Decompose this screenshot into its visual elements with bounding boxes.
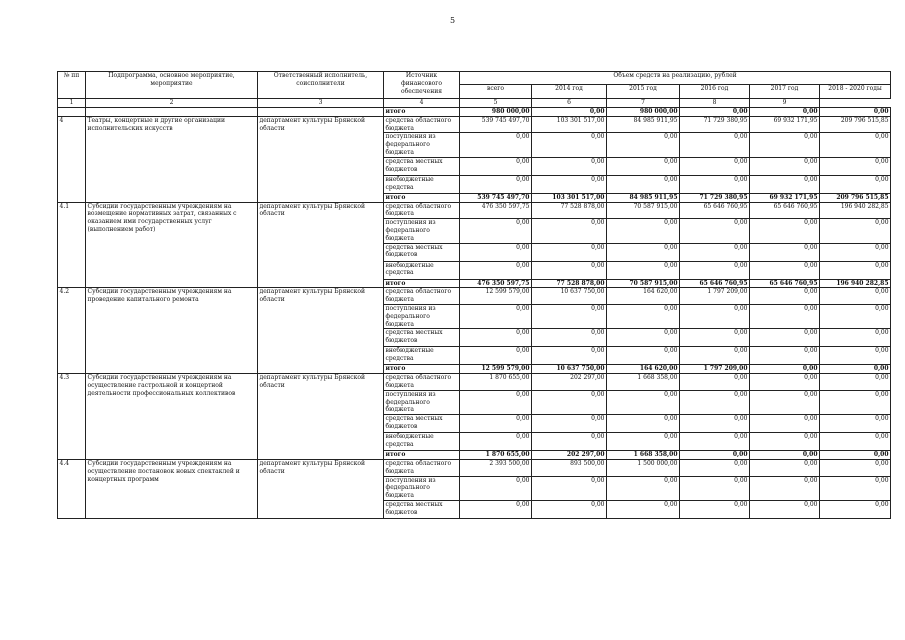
value-cell: 0,00	[460, 329, 532, 347]
value-cell: 0,00	[750, 261, 820, 279]
value-cell: 0,00	[532, 261, 607, 279]
value-cell: 0,00	[750, 304, 820, 328]
source-label: средства областного бюджета	[384, 374, 460, 391]
header-source: Источник финансового обеспечения	[384, 72, 460, 99]
value-cell: 0,00	[820, 500, 891, 518]
col-number: 2	[86, 99, 258, 108]
value-cell: 1 870 655,00	[460, 374, 532, 391]
item-number: 4.3	[58, 374, 86, 460]
value-cell: 0,00	[680, 243, 750, 261]
value-cell: 0,00	[460, 500, 532, 518]
value-cell: 65 646 760,95	[680, 202, 750, 219]
item-executor: департамент культуры Брянской области	[258, 288, 384, 374]
source-row	[58, 202, 891, 219]
value-cell: 0,00	[460, 390, 532, 414]
header-program: Подпрограмма, основное мероприятие, мероприятие	[86, 72, 258, 99]
value-cell: 1 668 358,00	[607, 451, 680, 460]
header-year-2016: 2016 год	[680, 85, 750, 99]
value-cell: 0,00	[607, 243, 680, 261]
source-row	[58, 374, 891, 391]
value-cell: 0,00	[750, 347, 820, 365]
value-cell: 12 599 579,00	[460, 288, 532, 305]
value-cell: 2 393 500,00	[460, 459, 532, 476]
col-number: 5	[460, 99, 532, 108]
value-cell: 0,00	[750, 451, 820, 460]
value-cell: 0,00	[820, 451, 891, 460]
value-cell: 202 297,00	[532, 374, 607, 391]
value-cell: 0,00	[750, 365, 820, 374]
value-cell: 84 985 911,95	[607, 116, 680, 133]
value-cell: 0,00	[820, 261, 891, 279]
value-cell: 0,00	[680, 451, 750, 460]
value-cell: 0,00	[820, 365, 891, 374]
item-name: Субсидии государственным учреждениям на осуществление постановок новых спектаклей и концертных программ	[86, 459, 258, 518]
value-cell: 0,00	[532, 175, 607, 193]
value-cell: 0,00	[820, 157, 891, 175]
value-cell: 476 350 597,75	[460, 279, 532, 288]
value-cell: 69 932 171,95	[750, 193, 820, 202]
source-label: внебюджетные средства	[384, 433, 460, 451]
value-cell: 0,00	[750, 390, 820, 414]
value-cell: 0,00	[750, 219, 820, 243]
value-cell: 0,00	[532, 500, 607, 518]
value-cell: 0,00	[680, 374, 750, 391]
item-executor: департамент культуры Брянской области	[258, 116, 384, 202]
item-executor: департамент культуры Брянской области	[258, 459, 384, 518]
source-label: итого	[384, 193, 460, 202]
value-cell: 0,00	[460, 243, 532, 261]
value-cell: 0,00	[607, 347, 680, 365]
value-cell: 0,00	[750, 133, 820, 157]
value-cell: 0,00	[820, 390, 891, 414]
source-label: итого	[384, 451, 460, 460]
value-cell: 0,00	[607, 133, 680, 157]
value-cell: 103 301 517,00	[532, 116, 607, 133]
value-cell: 209 796 515,85	[820, 193, 891, 202]
source-label: внебюджетные средства	[384, 347, 460, 365]
value-cell: 0,00	[532, 415, 607, 433]
budget-table	[57, 71, 891, 519]
value-cell: 0,00	[607, 157, 680, 175]
value-cell: 0,00	[680, 219, 750, 243]
value-cell: 0,00	[750, 415, 820, 433]
value-cell: 0,00	[750, 329, 820, 347]
value-cell: 0,00	[532, 390, 607, 414]
value-cell: 0,00	[607, 415, 680, 433]
value-cell: 1 797 209,00	[680, 365, 750, 374]
item-name: Субсидии государственным учреждениям на проведение капитального ремонта	[86, 288, 258, 374]
value-cell: 0,00	[607, 476, 680, 500]
header-volume: Объем средств на реализацию, рублей	[460, 72, 891, 85]
value-cell: 77 528 878,00	[532, 279, 607, 288]
item-executor: департамент культуры Брянской области	[258, 374, 384, 460]
value-cell: 0,00	[820, 347, 891, 365]
value-cell: 980 000,00	[607, 108, 680, 117]
value-cell: 12 599 579,00	[460, 365, 532, 374]
value-cell: 84 985 911,95	[607, 193, 680, 202]
top-itogo-row	[58, 108, 891, 117]
value-cell: 0,00	[820, 243, 891, 261]
value-cell: 893 500,00	[532, 459, 607, 476]
header-year-2018-2020: 2018 - 2020 годы	[820, 85, 891, 99]
item-name: Театры, концертные и другие организации исполнительских искусств	[86, 116, 258, 202]
value-cell: 0,00	[820, 433, 891, 451]
value-cell: 0,00	[750, 374, 820, 391]
item-name: Субсидии государственным учреждениям на возмещение нормативных затрат, связанных с оказанием ими государственных услуг (выполнением работ)	[86, 202, 258, 288]
value-cell: 0,00	[607, 304, 680, 328]
value-cell: 0,00	[532, 476, 607, 500]
value-cell: 0,00	[820, 108, 891, 117]
source-label: средства областного бюджета	[384, 116, 460, 133]
value-cell: 0,00	[532, 329, 607, 347]
header-year-2015: 2015 год	[607, 85, 680, 99]
value-cell: 0,00	[680, 390, 750, 414]
value-cell: 0,00	[680, 304, 750, 328]
source-label: средства местных бюджетов	[384, 157, 460, 175]
source-row	[58, 288, 891, 305]
value-cell: 0,00	[820, 175, 891, 193]
value-cell: 0,00	[460, 415, 532, 433]
col-number: 1	[58, 99, 86, 108]
source-row	[58, 116, 891, 133]
value-cell: 0,00	[532, 133, 607, 157]
value-cell: 539 745 497,70	[460, 193, 532, 202]
value-cell: 71 729 380,95	[680, 193, 750, 202]
value-cell: 1 797 209,00	[680, 288, 750, 305]
value-cell: 70 587 915,00	[607, 202, 680, 219]
item-number: 4	[58, 116, 86, 202]
value-cell: 69 932 171,95	[750, 116, 820, 133]
value-cell: 0,00	[532, 347, 607, 365]
value-cell: 0,00	[820, 304, 891, 328]
source-label: внебюджетные средства	[384, 175, 460, 193]
value-cell: 10 637 750,00	[532, 365, 607, 374]
value-cell: 0,00	[460, 261, 532, 279]
header-year-2017: 2017 год	[750, 85, 820, 99]
page-number: 5	[449, 16, 456, 25]
value-cell: 0,00	[820, 374, 891, 391]
value-cell: 1 870 655,00	[460, 451, 532, 460]
col-number: 6	[532, 99, 607, 108]
value-cell: 0,00	[820, 219, 891, 243]
value-cell: 0,00	[460, 304, 532, 328]
value-cell: 0,00	[750, 476, 820, 500]
value-cell: 0,00	[607, 175, 680, 193]
col-number: 3	[258, 99, 384, 108]
source-label: средства местных бюджетов	[384, 243, 460, 261]
value-cell: 164 620,00	[607, 288, 680, 305]
value-cell: 71 729 380,95	[680, 116, 750, 133]
value-cell: 70 587 915,00	[607, 279, 680, 288]
value-cell: 0,00	[750, 108, 820, 117]
value-cell: 0,00	[607, 219, 680, 243]
value-cell: 196 940 282,85	[820, 279, 891, 288]
value-cell: 0,00	[820, 329, 891, 347]
source-label: средства областного бюджета	[384, 459, 460, 476]
value-cell: 202 297,00	[532, 451, 607, 460]
value-cell: 0,00	[750, 288, 820, 305]
value-cell: 77 528 878,00	[532, 202, 607, 219]
header-year-total: всего	[460, 85, 532, 99]
value-cell: 0,00	[460, 347, 532, 365]
value-cell: 0,00	[532, 219, 607, 243]
value-cell: 0,00	[680, 500, 750, 518]
value-cell: 0,00	[607, 500, 680, 518]
value-cell: 980 000,00	[460, 108, 532, 117]
value-cell: 0,00	[680, 415, 750, 433]
value-cell: 0,00	[460, 133, 532, 157]
value-cell: 0,00	[820, 415, 891, 433]
value-cell: 0,00	[532, 433, 607, 451]
value-cell: 0,00	[607, 433, 680, 451]
value-cell: 164 620,00	[607, 365, 680, 374]
value-cell: 196 940 282,85	[820, 202, 891, 219]
source-label: внебюджетные средства	[384, 261, 460, 279]
item-number: 4.2	[58, 288, 86, 374]
value-cell: 0,00	[680, 347, 750, 365]
col-number: 8	[680, 99, 750, 108]
source-row	[58, 459, 891, 476]
item-number: 4.4	[58, 459, 86, 518]
value-cell: 209 796 515,85	[820, 116, 891, 133]
source-label: итого	[384, 108, 460, 117]
col-number: 4	[384, 99, 460, 108]
value-cell: 0,00	[820, 288, 891, 305]
source-label: поступления из федерального бюджета	[384, 476, 460, 500]
value-cell: 0,00	[750, 433, 820, 451]
value-cell: 0,00	[607, 390, 680, 414]
value-cell: 0,00	[607, 329, 680, 347]
source-label: средства местных бюджетов	[384, 500, 460, 518]
header-executor: Ответственный исполнитель, соисполнители	[258, 72, 384, 99]
header-year-2014: 2014 год	[532, 85, 607, 99]
source-label: итого	[384, 365, 460, 374]
value-cell: 0,00	[460, 175, 532, 193]
value-cell: 103 301 517,00	[532, 193, 607, 202]
source-label: поступления из федерального бюджета	[384, 304, 460, 328]
value-cell: 0,00	[607, 261, 680, 279]
value-cell: 65 646 760,95	[680, 279, 750, 288]
col-number: 7	[607, 99, 680, 108]
budget-table-body	[58, 108, 891, 519]
value-cell: 0,00	[460, 157, 532, 175]
value-cell: 0,00	[460, 433, 532, 451]
item-executor: департамент культуры Брянской области	[258, 202, 384, 288]
value-cell: 0,00	[532, 243, 607, 261]
value-cell: 539 745 497,70	[460, 116, 532, 133]
source-label: поступления из федерального бюджета	[384, 390, 460, 414]
value-cell: 1 500 000,00	[607, 459, 680, 476]
value-cell: 10 637 750,00	[532, 288, 607, 305]
value-cell: 0,00	[532, 304, 607, 328]
value-cell: 0,00	[750, 243, 820, 261]
value-cell: 65 646 760,95	[750, 202, 820, 219]
value-cell: 0,00	[820, 476, 891, 500]
header-no: № пп	[58, 72, 86, 99]
source-label: средства местных бюджетов	[384, 415, 460, 433]
value-cell: 0,00	[750, 500, 820, 518]
source-label: итого	[384, 279, 460, 288]
value-cell: 0,00	[680, 133, 750, 157]
value-cell: 476 350 597,75	[460, 202, 532, 219]
col-number: 9	[750, 99, 820, 108]
value-cell: 0,00	[460, 219, 532, 243]
value-cell: 0,00	[460, 476, 532, 500]
value-cell: 0,00	[680, 476, 750, 500]
value-cell: 0,00	[750, 459, 820, 476]
source-label: средства местных бюджетов	[384, 329, 460, 347]
value-cell: 0,00	[680, 175, 750, 193]
item-number: 4.1	[58, 202, 86, 288]
value-cell: 65 646 760,95	[750, 279, 820, 288]
source-label: поступления из федерального бюджета	[384, 133, 460, 157]
source-label: поступления из федерального бюджета	[384, 219, 460, 243]
value-cell: 0,00	[680, 459, 750, 476]
value-cell: 0,00	[750, 157, 820, 175]
source-label: средства областного бюджета	[384, 288, 460, 305]
value-cell: 0,00	[680, 157, 750, 175]
column-numbers-row	[58, 99, 891, 108]
value-cell: 0,00	[680, 329, 750, 347]
value-cell: 0,00	[680, 433, 750, 451]
value-cell: 0,00	[680, 261, 750, 279]
value-cell: 0,00	[820, 133, 891, 157]
value-cell: 0,00	[680, 108, 750, 117]
value-cell: 1 668 358,00	[607, 374, 680, 391]
source-label: средства областного бюджета	[384, 202, 460, 219]
value-cell: 0,00	[750, 175, 820, 193]
value-cell: 0,00	[532, 157, 607, 175]
value-cell: 0,00	[532, 108, 607, 117]
value-cell: 0,00	[820, 459, 891, 476]
item-name: Субсидии государственным учреждениям на осуществление гастрольной и концертной деятельности профессиональных коллективов	[86, 374, 258, 460]
